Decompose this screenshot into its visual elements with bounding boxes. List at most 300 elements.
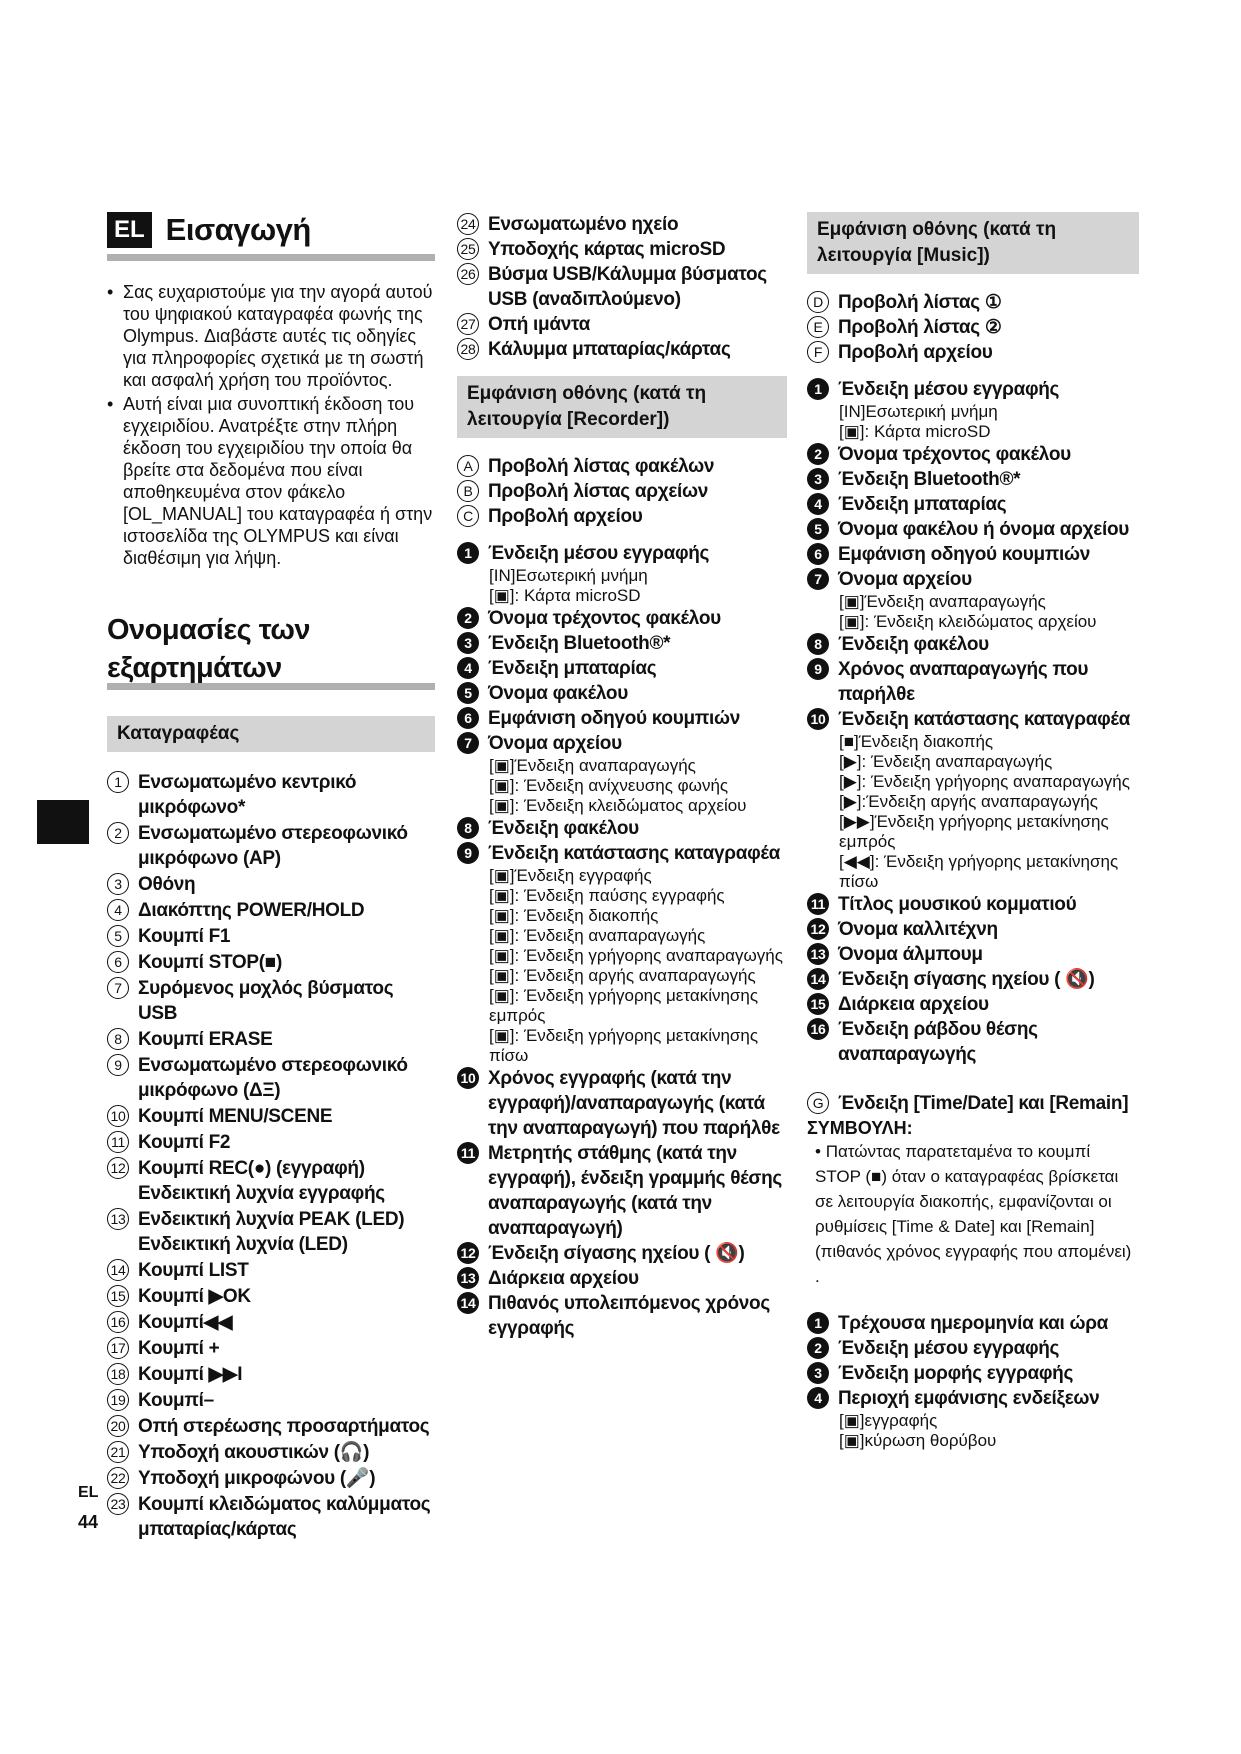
item-row	[457, 706, 787, 731]
item-row	[457, 816, 787, 841]
item-row	[807, 290, 1139, 315]
item-number: 1	[807, 1312, 829, 1334]
item-row	[457, 1241, 787, 1266]
item-row	[457, 337, 787, 362]
item-row	[107, 1388, 435, 1413]
item-row	[807, 1361, 1139, 1386]
list-item	[107, 1156, 435, 1206]
list-item	[107, 1336, 435, 1361]
item-row	[807, 1336, 1139, 1361]
parts-title-line2: εξαρτημάτων	[107, 652, 282, 684]
footer-lang: EL	[78, 1484, 99, 1501]
item-number: 3	[807, 468, 829, 490]
list-item	[107, 1053, 435, 1103]
item-sub-line: [▶]: Ένδειξη γρήγορης αναπαραγωγής	[839, 772, 1130, 791]
item-label: Ένδειξη Bluetooth®*	[488, 633, 671, 654]
list-item	[457, 816, 787, 841]
item-row	[107, 1207, 435, 1257]
item-row	[457, 454, 787, 479]
item-row	[457, 237, 787, 262]
item-number: 4	[807, 1387, 829, 1409]
item-row	[807, 632, 1139, 657]
item-number: 2	[457, 607, 479, 629]
list-item	[807, 290, 1139, 315]
item-number: 27	[457, 313, 479, 335]
recorder-display-items	[457, 541, 787, 1341]
item-sub-line: [▣]: Ένδειξη διακοπής	[489, 906, 659, 925]
item-number: 13	[457, 1267, 479, 1289]
list-item	[807, 340, 1139, 365]
item-label: Ένδειξη μπαταρίας	[488, 658, 657, 679]
item-label: Προβολή λίστας αρχείων	[488, 481, 709, 502]
tip-heading: ΣΥΜΒΟΥΛΗ:	[807, 1118, 913, 1138]
time-date-items	[807, 1311, 1139, 1451]
item-label: Προβολή λίστας ①	[838, 292, 1002, 313]
music-views	[807, 290, 1139, 365]
item-sub-line: [▣]: Ένδειξη αργής αναπαραγωγής	[489, 966, 756, 985]
item-label: Όνομα άλμπουμ	[838, 944, 983, 965]
item-row	[457, 656, 787, 681]
item-number: 19	[107, 1389, 129, 1411]
item-label: Ένδειξη κατάστασης καταγραφέα	[488, 843, 781, 864]
list-item	[807, 492, 1139, 517]
item-row	[107, 1310, 435, 1335]
item-number: A	[457, 455, 479, 477]
item-row	[807, 377, 1139, 402]
tip-body: Πατώντας παρατεταμένα το κουμπί STOP (■) όταν ο καταγραφέας βρίσκεται σε λειτουργία διακοπής, εμφανίζονται οι ρυθμίσεις [Time & Date] και [Remain] (πιθανός χρόνος εγγραφής που απομένει) .	[815, 1142, 1132, 1286]
list-item	[807, 1386, 1139, 1451]
list-item	[457, 1291, 787, 1341]
item-row	[457, 212, 787, 237]
list-item	[457, 1241, 787, 1266]
list-item	[107, 898, 435, 923]
list-item	[107, 770, 435, 820]
parts-list	[107, 770, 435, 1542]
item-label: Κουμπί STOP(■)	[138, 952, 282, 973]
list-item	[807, 1311, 1139, 1336]
item-label: Κουμπί ▶▶I	[138, 1364, 243, 1385]
recorder-views	[457, 454, 787, 529]
list-item	[807, 1336, 1139, 1361]
list-item	[807, 467, 1139, 492]
item-number: 11	[107, 1131, 129, 1153]
list-item	[807, 567, 1139, 632]
item-number: 6	[457, 707, 479, 729]
list-item	[457, 681, 787, 706]
item-row	[107, 1414, 435, 1439]
item-row	[807, 567, 1139, 592]
item-label: Κουμπί F2	[138, 1132, 231, 1153]
item-row	[457, 312, 787, 337]
item-number: 13	[107, 1208, 129, 1230]
item-label: Κουμπί κλειδώματος καλύμματος μπαταρίας/κάρτας	[138, 1494, 431, 1540]
item-number: 1	[457, 542, 479, 564]
item-label: Τρέχουσα ημερομηνία και ώρα	[838, 1313, 1109, 1334]
tip-text: • Πατώντας παρατεταμένα το κουμπί STOP (■) όταν ο καταγραφέας βρίσκεται σε λειτουργία διακοπής, εμφανίζονται οι ρυθμίσεις [Time & Date] και [Remain] (πιθανός χρόνος εγγραφής που απομένει) .	[815, 1142, 1132, 1286]
item-label: Πιθανός υπολειπόμενος χρόνος εγγραφής	[488, 1293, 770, 1339]
time-date-item	[807, 1091, 1139, 1116]
item-sub-line: [▣]: Κάρτα microSD	[489, 586, 641, 605]
item-number: 6	[107, 951, 129, 973]
music-display-header: Εμφάνιση οθόνης (κατά τη λειτουργία [Music])	[807, 212, 1139, 274]
item-number: 5	[107, 925, 129, 947]
item-sub-line: [▣]κύρωση θορύβου	[839, 1431, 997, 1450]
item-sub-line: [▶]:Ένδειξη αργής αναπαραγωγής	[839, 792, 1098, 811]
item-row	[807, 707, 1139, 732]
list-item	[457, 541, 787, 606]
list-item	[807, 632, 1139, 657]
item-row	[457, 1291, 787, 1341]
item-row	[107, 821, 435, 871]
item-label: Ένδειξη κατάστασης καταγραφέα	[838, 709, 1131, 730]
item-row	[107, 1336, 435, 1361]
item-sub-line: [▣]Ένδειξη αναπαραγωγής	[489, 756, 696, 775]
item-number: 8	[807, 633, 829, 655]
item-sub-line: [▶]: Ένδειξη αναπαραγωγής	[839, 752, 1053, 771]
item-row	[457, 1266, 787, 1291]
item-number: 7	[807, 568, 829, 590]
item-label: Ένδειξη φακέλου	[838, 634, 989, 655]
item-number: D	[807, 291, 829, 313]
parts-heading	[107, 611, 435, 687]
list-item	[457, 731, 787, 816]
list-item	[107, 1466, 435, 1491]
item-row	[107, 898, 435, 923]
item-number: 22	[107, 1467, 129, 1489]
item-sub-line: [IN]Εσωτερική μνήμη	[839, 402, 998, 421]
list-item	[807, 377, 1139, 442]
item-sub-line: [◀◀]: Ένδειξη γρήγορης μετακίνησης πίσω	[839, 852, 1119, 891]
item-label: Συρόμενος μοχλός βύσματος USB	[138, 978, 394, 1024]
item-row	[107, 1258, 435, 1283]
list-item	[107, 1362, 435, 1387]
item-row	[457, 541, 787, 566]
item-sub-line: [▣]: Κάρτα microSD	[839, 422, 991, 441]
item-number: 4	[107, 899, 129, 921]
list-item	[107, 950, 435, 975]
item-label: Κουμπί +	[138, 1338, 220, 1359]
item-number: 17	[107, 1337, 129, 1359]
list-item	[457, 841, 787, 1066]
item-label: Διάρκεια αρχείου	[488, 1268, 639, 1289]
list-item	[107, 1284, 435, 1309]
item-label: Ενδεικτική λυχνία PEAK (LED) Ενδεικτική λυχνία (LED)	[138, 1209, 405, 1255]
item-number: 28	[457, 338, 479, 360]
item-label: Εμφάνιση οδηγού κουμπιών	[488, 708, 741, 729]
item-number: 2	[807, 1337, 829, 1359]
item-number: 10	[107, 1105, 129, 1127]
item-label: Κουμπί◀◀	[138, 1312, 233, 1333]
list-item	[107, 821, 435, 871]
item-sub-line: [▣]: Ένδειξη αναπαραγωγής	[489, 926, 706, 945]
item-number: F	[807, 341, 829, 363]
item-number: 15	[807, 993, 829, 1015]
item-row	[807, 1386, 1139, 1411]
item-row	[807, 657, 1139, 707]
list-item	[107, 1388, 435, 1413]
list-item	[457, 504, 787, 529]
item-number: 2	[807, 443, 829, 465]
item-row	[107, 1466, 435, 1491]
item-label: Προβολή αρχείου	[838, 342, 993, 363]
item-label: Κουμπί LIST	[138, 1260, 249, 1281]
intro-bullet: • Σας ευχαριστούμε για την αγορά αυτού του ψηφιακού καταγραφέα φωνής της Olympus. Διαβάστε αυτές τις οδηγίες για πληροφορίες σχετικά με τη σωστή και ασφαλή χρήση του προϊόντος.	[107, 281, 435, 391]
item-row	[107, 1156, 435, 1206]
item-row	[107, 976, 435, 1026]
item-row	[807, 442, 1139, 467]
item-number: 5	[807, 518, 829, 540]
item-label: Ένδειξη μέσου εγγραφής	[838, 1338, 1060, 1359]
item-label: Μετρητής στάθμης (κατά την εγγραφή), ένδειξη γραμμής θέσης αναπαραγωγής (κατά την αναπαραγωγή)	[488, 1143, 783, 1239]
item-row	[807, 542, 1139, 567]
list-item	[457, 631, 787, 656]
item-label: Εμφάνιση οδηγού κουμπιών	[838, 544, 1091, 565]
list-item	[457, 1066, 787, 1141]
item-row	[107, 1440, 435, 1465]
item-number: 2	[107, 822, 129, 844]
item-number: 14	[457, 1292, 479, 1314]
item-sub-line: [■]Ένδειξη διακοπής	[839, 732, 994, 751]
item-label: Όνομα καλλιτέχνη	[838, 919, 998, 940]
item-label: Οθόνη	[138, 874, 196, 895]
item-label: Κουμπί REC(●) (εγγραφή) Ενδεικτική λυχνία εγγραφής	[138, 1158, 385, 1204]
item-row	[457, 606, 787, 631]
list-item	[457, 312, 787, 337]
item-row	[807, 942, 1139, 967]
item-label: Προβολή αρχείου	[488, 506, 643, 527]
item-row	[107, 1362, 435, 1387]
item-number: 9	[107, 1054, 129, 1076]
item-number: 3	[807, 1362, 829, 1384]
item-row	[107, 950, 435, 975]
column-middle	[457, 212, 787, 1341]
item-row	[107, 1492, 435, 1542]
item-label: Κάλυμμα μπαταρίας/κάρτας	[488, 339, 731, 360]
item-label: Όνομα φακέλου	[488, 683, 628, 704]
item-row	[807, 992, 1139, 1017]
item-number: 16	[107, 1311, 129, 1333]
list-item	[807, 892, 1139, 917]
intro-heading	[107, 212, 435, 261]
item-row	[107, 1027, 435, 1052]
item-number: B	[457, 480, 479, 502]
list-item	[107, 924, 435, 949]
item-row	[807, 917, 1139, 942]
item-row	[457, 681, 787, 706]
item-label: Υποδοχή μικροφώνου (🎤)	[138, 1468, 376, 1489]
item-number: 1	[807, 378, 829, 400]
parts-list-continued	[457, 212, 787, 362]
parts-title-line1: Ονομασίες των	[107, 614, 311, 646]
item-label: Ένδειξη μέσου εγγραφής	[488, 543, 710, 564]
item-sub-line: [▣]: Ένδειξη κλειδώματος αρχείου	[489, 796, 747, 815]
item-row	[107, 1104, 435, 1129]
item-label: Όνομα τρέχοντος φακέλου	[488, 608, 721, 629]
list-item	[107, 1414, 435, 1439]
item-label: Χρόνος εγγραφής (κατά την εγγραφή)/αναπαραγωγής (κατά την αναπαραγωγή) που παρήλθε	[488, 1068, 780, 1139]
item-number: 21	[107, 1441, 129, 1463]
intro-bullet: • Αυτή είναι μια συνοπτική έκδοση του εγχειριδίου. Ανατρέξτε στην πλήρη έκδοση του εγχειριδίου την οποία θα βρείτε στα δεδομένα που είναι αποθηκευμένα στον φάκελο [OL_MANUAL] του καταγραφέα ή στην ιστοσελίδα της OLYMPUS και είναι διαθέσιμη για λήψη.	[107, 393, 435, 569]
label-g: G	[807, 1092, 829, 1114]
item-row	[807, 967, 1139, 992]
item-number: 4	[457, 657, 479, 679]
item-sub-line: [▣]: Ένδειξη παύσης εγγραφής	[489, 886, 725, 905]
item-sub-line: [▣]: Ένδειξη ανίχνευσης φωνής	[489, 776, 729, 795]
recorder-header: Καταγραφέας	[107, 716, 435, 752]
list-item	[807, 967, 1139, 992]
item-label: Υποδοχή ακουστικών (🎧)	[138, 1442, 370, 1463]
item-sub-line: [▣]: Ένδειξη γρήγορης αναπαραγωγής	[489, 946, 783, 965]
item-sub-line: [▣]Ένδειξη αναπαραγωγής	[839, 592, 1046, 611]
list-item	[107, 1130, 435, 1155]
item-number: 12	[807, 918, 829, 940]
list-item	[457, 262, 787, 312]
item-row	[107, 770, 435, 820]
item-row	[107, 1130, 435, 1155]
item-row	[107, 1284, 435, 1309]
list-item	[457, 706, 787, 731]
item-row	[807, 315, 1139, 340]
item-number: 13	[807, 943, 829, 965]
item-label: Οπή ιμάντα	[488, 314, 590, 335]
list-item	[807, 992, 1139, 1017]
item-row	[807, 492, 1139, 517]
side-tab-marker	[37, 800, 89, 844]
item-label: Διάρκεια αρχείου	[838, 994, 989, 1015]
item-row	[807, 517, 1139, 542]
item-row	[457, 504, 787, 529]
item-sub-line: [▣]Ένδειξη εγγραφής	[489, 866, 652, 885]
item-number: 20	[107, 1415, 129, 1437]
item-number: 8	[457, 817, 479, 839]
page-number: 44	[78, 1512, 99, 1532]
item-label: Προβολή λίστας φακέλων	[488, 456, 715, 477]
item-number: E	[807, 316, 829, 338]
page-title: Εισαγωγή	[165, 212, 311, 247]
list-item	[807, 442, 1139, 467]
item-row	[107, 872, 435, 897]
item-number: 11	[807, 893, 829, 915]
item-number: 24	[457, 213, 479, 235]
item-label: Κουμπί MENU/SCENE	[138, 1106, 333, 1127]
list-item	[807, 707, 1139, 892]
intro-bullets	[107, 281, 435, 569]
item-number: 3	[107, 873, 129, 895]
item-row	[807, 467, 1139, 492]
item-label: Ένδειξη μπαταρίας	[838, 494, 1007, 515]
item-number: 7	[457, 732, 479, 754]
list-item	[457, 212, 787, 237]
list-item	[457, 606, 787, 631]
recorder-display-header: Εμφάνιση οθόνης (κατά τη λειτουργία [Recorder])	[457, 376, 787, 438]
item-number: 10	[457, 1067, 479, 1089]
item-sub-line: [▣]: Ένδειξη γρήγορης μετακίνησης εμπρός	[489, 986, 759, 1025]
item-row	[807, 1017, 1139, 1067]
item-number: 15	[107, 1285, 129, 1307]
item-number: 12	[457, 1242, 479, 1264]
list-item	[457, 1266, 787, 1291]
item-sub-line: [▣]: Ένδειξη γρήγορης μετακίνησης πίσω	[489, 1026, 759, 1065]
item-number: 5	[457, 682, 479, 704]
item-row	[807, 892, 1139, 917]
item-number: 18	[107, 1363, 129, 1385]
item-label: Κουμπί–	[138, 1390, 214, 1411]
item-row	[457, 1141, 787, 1241]
item-label: Όνομα φακέλου ή όνομα αρχείου	[838, 519, 1130, 540]
list-item	[457, 656, 787, 681]
item-number: 26	[457, 263, 479, 285]
list-item	[457, 454, 787, 479]
list-item	[807, 517, 1139, 542]
list-item	[457, 237, 787, 262]
list-item	[807, 315, 1139, 340]
item-number: 9	[807, 658, 829, 680]
item-sub-line: [IN]Εσωτερική μνήμη	[489, 566, 648, 585]
item-row	[807, 1311, 1139, 1336]
item-row	[457, 1066, 787, 1141]
item-number: 14	[107, 1259, 129, 1281]
item-number: 16	[807, 1018, 829, 1040]
column-left	[107, 212, 435, 1543]
item-label: Όνομα αρχείου	[488, 733, 622, 754]
item-label: Ένδειξη μορφής εγγραφής	[838, 1363, 1074, 1384]
item-number: 14	[807, 968, 829, 990]
item-label: Ενσωματωμένο στερεοφωνικό μικρόφωνο (ΔΞ)	[138, 1055, 408, 1101]
list-item	[107, 872, 435, 897]
item-number: 6	[807, 543, 829, 565]
list-item	[457, 337, 787, 362]
item-number: C	[457, 505, 479, 527]
item-number: 4	[807, 493, 829, 515]
item-number: 11	[457, 1142, 479, 1164]
music-display-items	[807, 377, 1139, 1067]
list-item	[807, 917, 1139, 942]
item-row	[457, 631, 787, 656]
list-item	[807, 1361, 1139, 1386]
item-label: Τίτλος μουσικού κομματιού	[838, 894, 1077, 915]
item-row	[107, 1053, 435, 1103]
list-item	[807, 942, 1139, 967]
list-item	[107, 1492, 435, 1542]
item-number: 7	[107, 977, 129, 999]
item-label: Ενσωματωμένο ηχείο	[488, 214, 679, 235]
column-right	[807, 212, 1139, 1451]
list-item	[107, 1440, 435, 1465]
item-label: Κουμπί ERASE	[138, 1029, 273, 1050]
item-number: 8	[107, 1028, 129, 1050]
item-label: Ένδειξη σίγασης ηχείου ( 🔇)	[838, 969, 1095, 990]
item-label: Διακόπτης POWER/HOLD	[138, 900, 365, 921]
language-badge: EL	[107, 212, 152, 248]
item-label: Βύσμα USB/Κάλυμμα βύσματος USB (αναδιπλούμενο)	[488, 264, 767, 310]
item-label: Κουμπί F1	[138, 926, 231, 947]
list-item	[457, 1141, 787, 1241]
item-number: 23	[107, 1493, 129, 1515]
item-label: Όνομα αρχείου	[838, 569, 972, 590]
item-number: 9	[457, 842, 479, 864]
item-label: Κουμπί ▶OK	[138, 1286, 251, 1307]
item-label: Ένδειξη Bluetooth®*	[838, 469, 1021, 490]
list-item	[807, 657, 1139, 707]
list-item	[107, 976, 435, 1026]
item-number: 3	[457, 632, 479, 654]
list-item	[107, 1310, 435, 1335]
item-number: 25	[457, 238, 479, 260]
item-sub-line: [▣]εγγραφής	[839, 1411, 938, 1430]
item-label: Περιοχή εμφάνισης ενδείξεων	[838, 1388, 1100, 1409]
item-row	[807, 340, 1139, 365]
item-label: Χρόνος αναπαραγωγής που παρήλθε	[838, 659, 1089, 705]
